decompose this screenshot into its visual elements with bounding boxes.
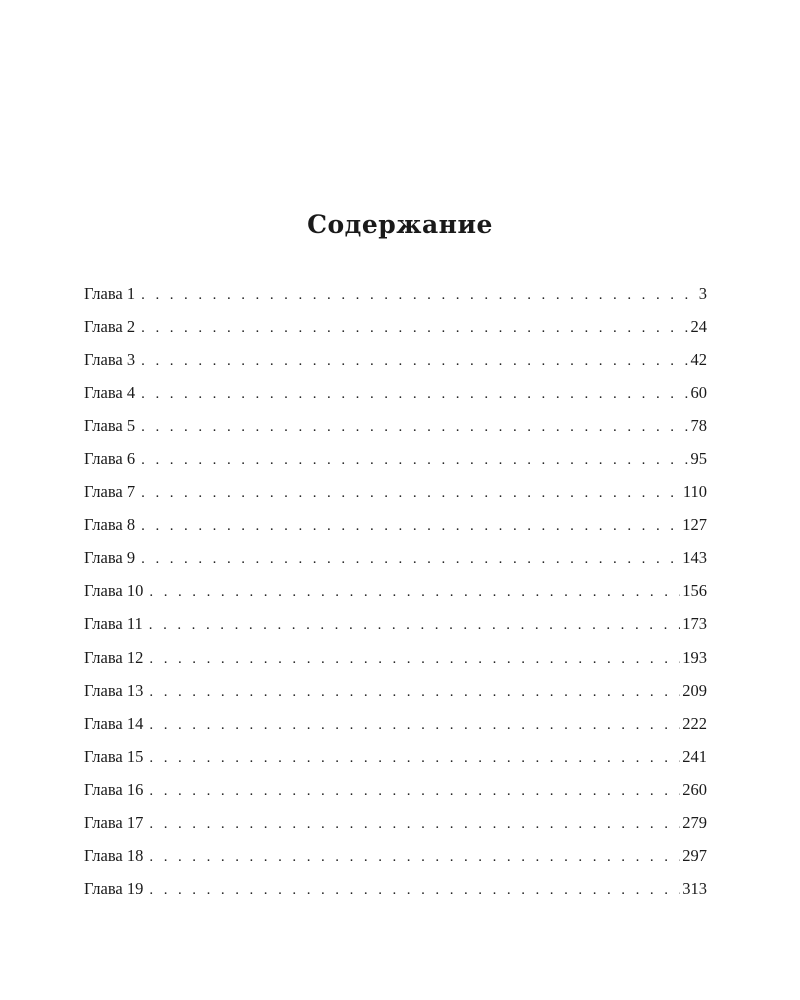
toc-entry[interactable] [84,674,707,707]
toc-entry-page-number: 127 [682,515,707,535]
toc-entry-label: Глава 2 [84,317,136,337]
toc-entry-page-number: 209 [682,680,707,700]
page-title: Содержание [307,210,493,239]
toc-entry[interactable] [84,839,707,872]
toc-entry[interactable] [84,409,707,442]
toc-entry[interactable] [84,574,707,607]
toc-entry-page-number: 313 [682,878,707,898]
toc-dot-leader [149,643,680,676]
toc-entry-page-number: 260 [682,779,707,799]
toc-dot-leader [141,312,688,345]
toc-entry-page-number: 222 [682,713,707,733]
toc-entry-page-number: 110 [682,482,707,502]
toc-entry[interactable] [84,508,707,541]
table-of-contents [84,277,707,905]
toc-entry-label: Глава 3 [84,350,136,370]
toc-dot-leader [141,378,688,411]
toc-entry-page-number: 60 [690,383,707,403]
toc-entry-page-number: 297 [682,845,707,865]
toc-entry-page-number: 24 [690,317,707,337]
toc-dot-leader [149,808,680,841]
toc-dot-leader [141,411,688,444]
toc-dot-leader [149,874,680,907]
toc-dot-leader [149,775,680,808]
toc-entry-label: Глава 4 [84,383,136,403]
toc-entry[interactable] [84,310,707,343]
toc-dot-leader [149,676,680,709]
toc-entry-page-number: 279 [682,812,707,832]
toc-entry[interactable] [84,541,707,574]
toc-entry-label: Глава 19 [84,878,144,898]
toc-dot-leader [149,742,680,775]
toc-entry-page-number: 193 [682,647,707,667]
toc-entry[interactable] [84,806,707,839]
toc-entry-label: Глава 18 [84,845,144,865]
toc-entry-label: Глава 16 [84,779,144,799]
toc-dot-leader [141,543,680,576]
toc-entry[interactable] [84,343,707,376]
toc-entry-label: Глава 6 [84,449,136,469]
toc-entry-label: Глава 10 [84,581,144,601]
toc-dot-leader [141,477,681,510]
toc-entry[interactable] [84,773,707,806]
toc-entry[interactable] [84,475,707,508]
toc-entry-page-number: 42 [690,350,707,370]
toc-entry-label: Глава 12 [84,647,144,667]
toc-entry[interactable] [84,277,707,310]
toc-entry[interactable] [84,376,707,409]
toc-dot-leader [149,709,680,742]
toc-entry-page-number: 78 [690,416,707,436]
toc-entry[interactable] [84,442,707,475]
toc-entry-label: Глава 14 [84,713,144,733]
toc-entry[interactable] [84,872,707,905]
toc-dot-leader [149,576,680,609]
toc-entry[interactable] [84,707,707,740]
toc-entry-label: Глава 11 [84,614,143,634]
toc-dot-leader [141,510,680,543]
toc-entry-page-number: 95 [690,449,707,469]
toc-dot-leader [141,345,688,378]
toc-entry-page-number: 173 [682,614,707,634]
toc-entry-label: Глава 13 [84,680,144,700]
toc-dot-leader [141,444,688,477]
toc-dot-leader [149,609,680,642]
toc-entry[interactable] [84,641,707,674]
toc-entry-label: Глава 5 [84,416,136,436]
toc-entry-label: Глава 7 [84,482,136,502]
toc-entry-label: Глава 1 [84,284,136,303]
toc-entry-page-number: 3 [698,284,707,303]
toc-entry-label: Глава 17 [84,812,144,832]
toc-entry-page-number: 156 [682,581,707,601]
toc-entry-label: Глава 9 [84,548,136,568]
toc-entry-label: Глава 15 [84,746,144,766]
toc-entry[interactable] [84,607,707,640]
toc-dot-leader [149,841,680,874]
toc-entry[interactable] [84,740,707,773]
toc-dot-leader [141,279,697,312]
toc-entry-label: Глава 8 [84,515,136,535]
toc-entry-page-number: 143 [682,548,707,568]
toc-entry-page-number: 241 [682,746,707,766]
